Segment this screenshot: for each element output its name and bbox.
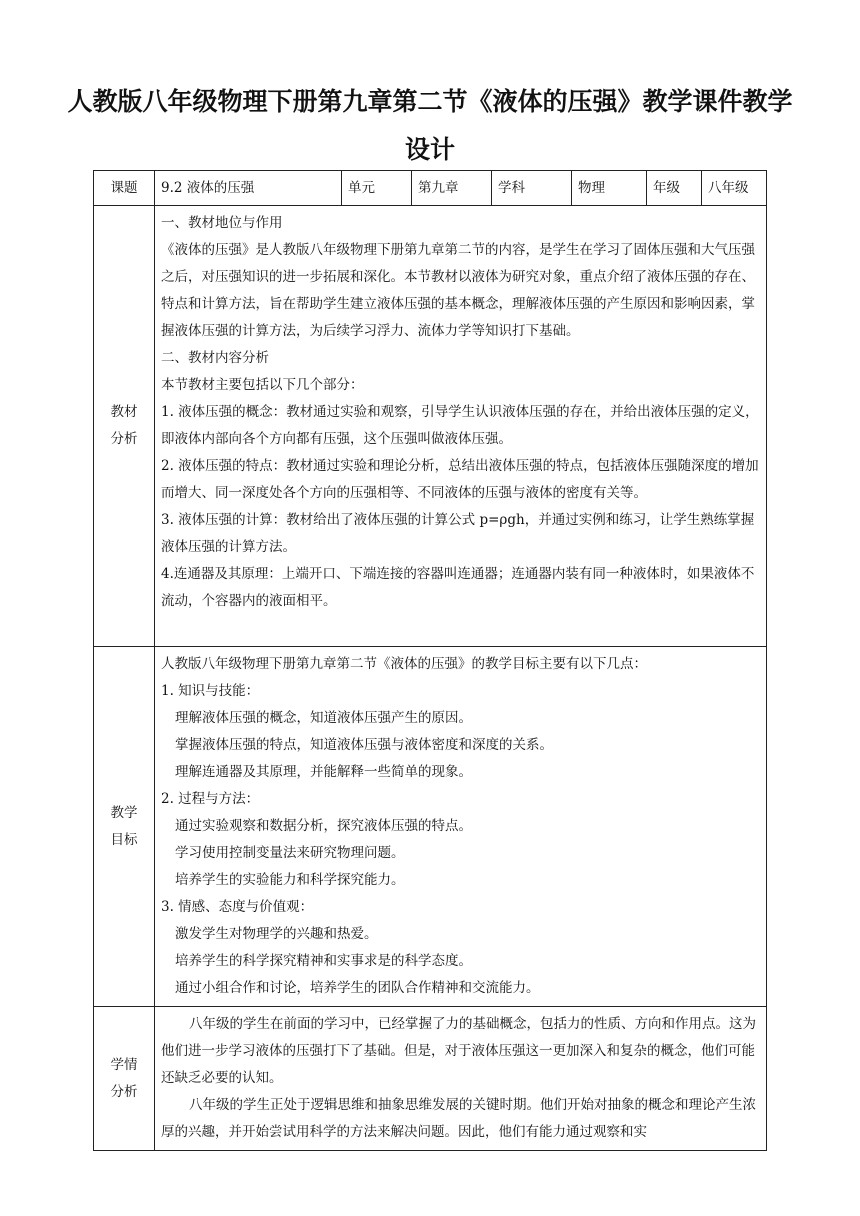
student-analysis-label bbox=[94, 1007, 155, 1151]
student-analysis-content bbox=[155, 1007, 767, 1151]
grade-value: 八年级 bbox=[702, 171, 767, 206]
section-heading: 二、教材内容分析 bbox=[161, 350, 269, 366]
paragraph: 人教版八年级物理下册第九章第二节《液体的压强》的教学目标主要有以下几点： bbox=[161, 656, 647, 672]
subject-value: 物理 bbox=[572, 171, 647, 206]
topic-value: 9.2 液体的压强 bbox=[155, 171, 342, 206]
label-line: 学情 bbox=[110, 1056, 138, 1073]
paragraph: 《液体的压强》是人教版八年级物理下册第九章第二节的内容，是学生在学习了固体压强和大气压强之后，对压强知识的进一步拓展和深化。本节教材以液体为研究对象，重点介绍了液体压强的存在、特点和计算方法，旨在帮助学生建立液体压强的基本概念，理解液体压强的产生原因和影响因素，掌握液体压强的计算方法，为后续学习浮力、流体力学等知识打下基础。 bbox=[161, 242, 755, 339]
goal-item: 理解连通器及其原理，并能解释一些简单的现象。 bbox=[175, 764, 472, 780]
unit-value: 第九章 bbox=[412, 171, 492, 206]
paragraph: 八年级的学生在前面的学习中，已经掌握了力的基础概念，包括力的性质、方向和作用点。这为他们进一步学习液体的压强打下了基础。但是，对于液体压强这一更加深入和复杂的概念，他们可能还缺乏必要的认知。 bbox=[161, 1016, 756, 1086]
teaching-goals-label bbox=[94, 647, 155, 1007]
subject-label: 学科 bbox=[492, 171, 572, 206]
goal-item: 通过实验观察和数据分析，探究液体压强的特点。 bbox=[175, 818, 472, 834]
textbook-analysis-label bbox=[94, 206, 155, 647]
label-line: 教学 bbox=[110, 804, 138, 821]
list-item: 1. 液体压强的概念：教材通过实验和观察，引导学生认识液体压强的存在，并给出液体压强的定义，即液体内部向各个方向都有压强，这个压强叫做液体压强。 bbox=[161, 404, 759, 447]
teaching-goals-content bbox=[155, 647, 767, 1007]
header-row bbox=[94, 171, 767, 206]
grade-label: 年级 bbox=[647, 171, 702, 206]
document-title: 人教版八年级物理下册第九章第二节《液体的压强》教学课件教学设计 bbox=[67, 87, 793, 164]
list-item: 4.连通器及其原理：上端开口、下端连接的容器叫连通器；连通器内装有同一种液体时，如果液体不流动，个容器内的液面相平。 bbox=[161, 566, 755, 609]
goal-item: 理解液体压强的概念，知道液体压强产生的原因。 bbox=[175, 710, 472, 726]
student-analysis-row bbox=[94, 1007, 767, 1151]
label-line: 目标 bbox=[110, 831, 138, 848]
goal-item: 通过小组合作和讨论，培养学生的团队合作精神和交流能力。 bbox=[175, 980, 540, 996]
topic-label: 课题 bbox=[94, 171, 155, 206]
list-item: 3. 液体压强的计算：教材给出了液体压强的计算公式 p=ρgh，并通过实例和练习，让学生熟练掌握液体压强的计算方法。 bbox=[161, 512, 755, 555]
goal-item: 掌握液体压强的特点，知道液体压强与液体密度和深度的关系。 bbox=[175, 737, 553, 753]
list-item: 2. 液体压强的特点：教材通过实验和理论分析，总结出液体压强的特点，包括液体压强随深度的增加而增大、同一深度处各个方向的压强相等、不同液体的压强与液体的密度有关等。 bbox=[161, 458, 759, 501]
textbook-analysis-content bbox=[155, 206, 767, 647]
paragraph: 八年级的学生正处于逻辑思维和抽象思维发展的关键时期。他们开始对抽象的概念和理论产生浓厚的兴趣，并开始尝试用科学的方法来解决问题。因此，他们有能力通过观察和实 bbox=[161, 1097, 756, 1140]
lesson-plan-table bbox=[93, 170, 767, 1151]
goal-heading: 3. 情感、态度与价值观： bbox=[161, 899, 314, 915]
goal-item: 激发学生对物理学的兴趣和热爱。 bbox=[175, 926, 378, 942]
teaching-goals-row bbox=[94, 647, 767, 1007]
unit-label: 单元 bbox=[342, 171, 412, 206]
section-heading: 一、教材地位与作用 bbox=[161, 215, 283, 231]
label-line: 教材 bbox=[110, 404, 138, 420]
goal-item: 学习使用控制变量法来研究物理问题。 bbox=[175, 845, 405, 861]
goal-heading: 2. 过程与方法： bbox=[161, 791, 260, 807]
paragraph: 本节教材主要包括以下几个部分： bbox=[161, 377, 364, 393]
label-line: 分析 bbox=[110, 431, 138, 447]
textbook-analysis-row bbox=[94, 206, 767, 647]
goal-heading: 1. 知识与技能： bbox=[161, 683, 260, 699]
goal-item: 培养学生的科学探究精神和实事求是的科学态度。 bbox=[175, 953, 472, 969]
goal-item: 培养学生的实验能力和科学探究能力。 bbox=[175, 872, 405, 888]
label-line: 分析 bbox=[110, 1083, 138, 1100]
